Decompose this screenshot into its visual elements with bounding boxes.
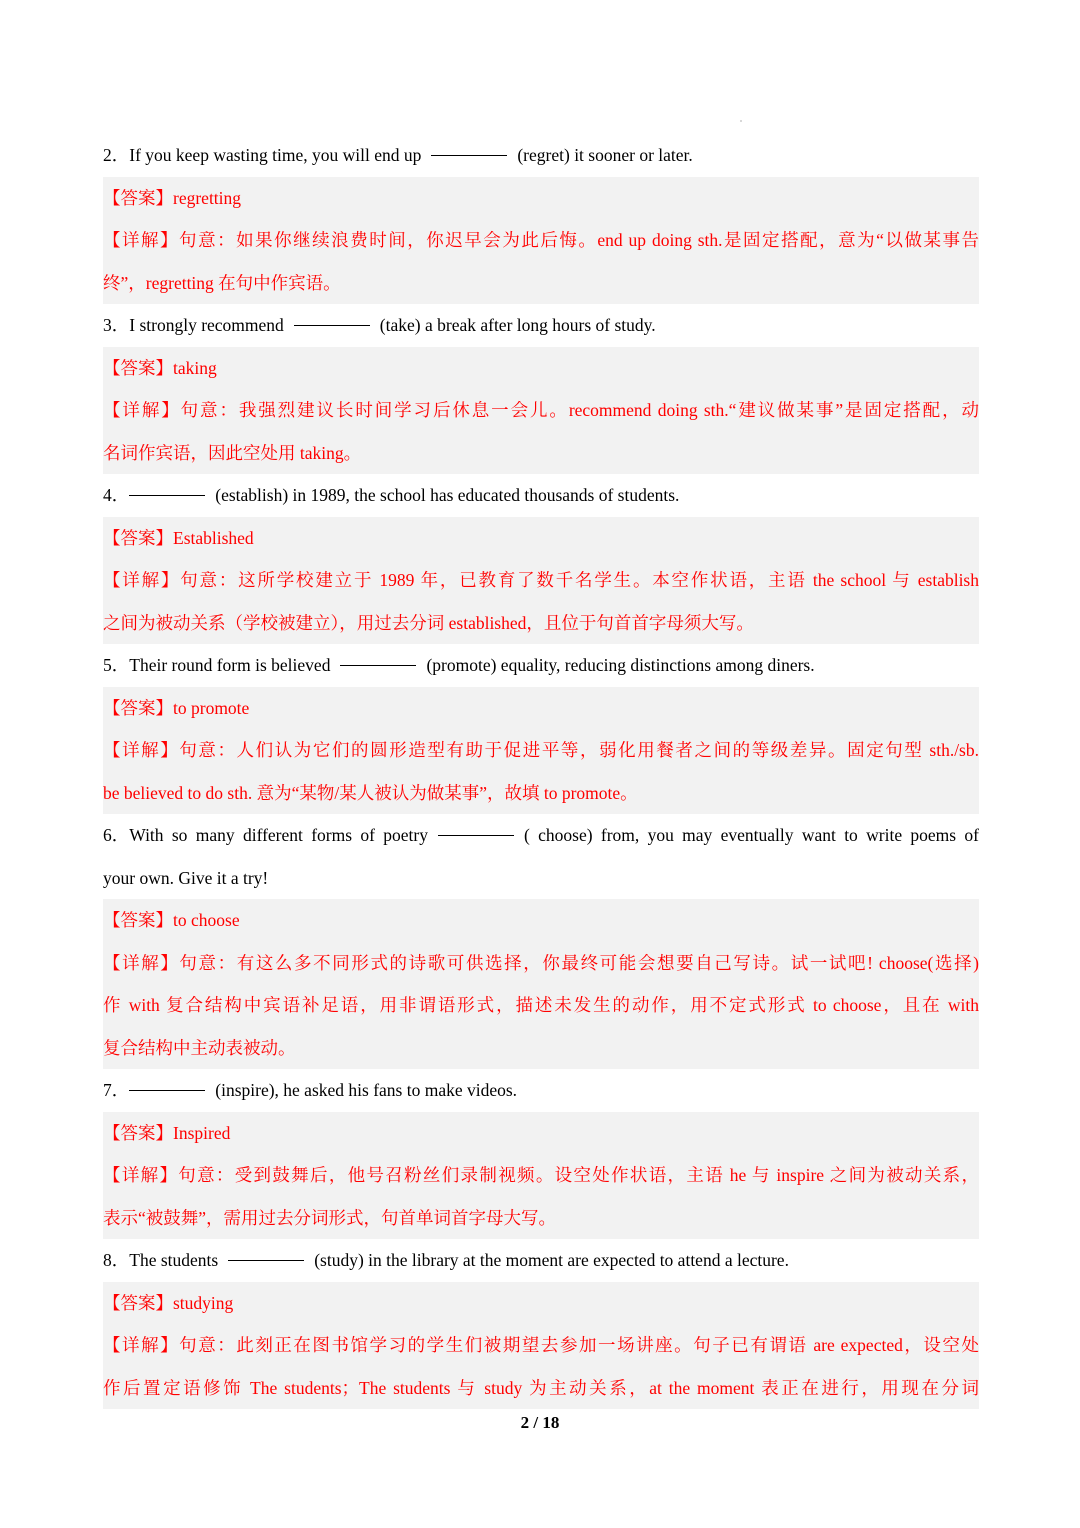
answer-label: 【答案】 bbox=[103, 187, 173, 208]
stem-after: ( choose) from, you may eventually want to write poems of bbox=[523, 825, 979, 845]
answer-blank bbox=[228, 1260, 304, 1261]
answer-block bbox=[103, 899, 979, 1069]
answer-blank bbox=[129, 1090, 205, 1091]
detail-line: 【详解】句意：有这么多不同形式的诗歌可供选择，你最终可能会想要自己写诗。试一试吧! choose(选择) bbox=[103, 952, 979, 973]
question-6 bbox=[103, 814, 979, 1069]
stem-before: Their round form is believed bbox=[129, 655, 331, 675]
answer-text: studying bbox=[173, 1292, 234, 1313]
stem-after: (inspire), he asked his fans to make videos. bbox=[215, 1080, 518, 1100]
answer-blank bbox=[340, 665, 416, 666]
scan-speck bbox=[740, 120, 742, 122]
question-8 bbox=[103, 1239, 979, 1409]
detail-line: 作后置定语修饰 The students；The students 与 study 为主动关系，at the moment 表正在进行，用现在分词 bbox=[103, 1377, 979, 1398]
answer-blank bbox=[294, 325, 370, 326]
detail-line: 【详解】句意：我强烈建议长时间学习后休息一会儿。recommend doing sth.“建议做某事”是固定搭配，动 bbox=[103, 400, 979, 420]
answer-label: 【答案】 bbox=[103, 697, 173, 718]
answer-line bbox=[103, 1282, 979, 1325]
question-number: 2． bbox=[103, 145, 130, 165]
question-5 bbox=[103, 644, 979, 814]
answer-line bbox=[103, 347, 979, 390]
question-stem bbox=[103, 474, 979, 517]
answer-line bbox=[103, 1112, 979, 1155]
answer-block bbox=[103, 177, 979, 305]
detail-line: 复合结构中主动表被动。 bbox=[103, 1037, 296, 1058]
detail-line: be believed to do sth. 意为“某物/某人被认为做某事”，故填 to promote。 bbox=[103, 782, 638, 803]
answer-blank bbox=[431, 155, 507, 156]
question-2 bbox=[103, 134, 979, 304]
question-number: 3． bbox=[103, 315, 130, 335]
stem-after: (study) in the library at the moment are expected to attend a lecture. bbox=[314, 1250, 789, 1270]
answer-line bbox=[103, 517, 979, 560]
stem-before: If you keep wasting time, you will end up bbox=[129, 145, 422, 165]
stem-before: With so many different forms of poetry bbox=[129, 825, 428, 845]
question-number: 5． bbox=[103, 655, 130, 675]
question-number: 4． bbox=[103, 485, 130, 505]
answer-blank bbox=[129, 495, 205, 496]
question-stem bbox=[103, 644, 979, 687]
detail-line: 表示“被鼓舞”，需用过去分词形式，句首单词首字母大写。 bbox=[103, 1207, 557, 1228]
stem-after: (take) a break after long hours of study. bbox=[379, 315, 656, 335]
answer-line bbox=[103, 899, 979, 942]
question-3 bbox=[103, 304, 979, 474]
answer-block bbox=[103, 347, 979, 475]
detail-line: 【详解】句意：如果你继续浪费时间，你迟早会为此后悔。end up doing sth.是固定搭配，意为“以做某事告 bbox=[103, 230, 979, 250]
answer-block bbox=[103, 1282, 979, 1410]
detail-line: 【详解】句意：此刻正在图书馆学习的学生们被期望去参加一场讲座。句子已有谓语 are expected，设空处 bbox=[103, 1335, 979, 1355]
answer-text: taking bbox=[173, 357, 217, 378]
stem-after: (regret) it sooner or later. bbox=[517, 145, 693, 165]
stem-before: I strongly recommend bbox=[129, 315, 284, 335]
answer-line bbox=[103, 177, 979, 220]
answer-label: 【答案】 bbox=[103, 357, 173, 378]
answer-text: Inspired bbox=[173, 1122, 231, 1143]
detail-line: 【详解】句意：人们认为它们的圆形造型有助于促进平等，弱化用餐者之间的等级差异。固定句型 sth./sb. bbox=[103, 740, 979, 760]
detail-line: 作 with 复合结构中宾语补足语，用非谓语形式，描述未发生的动作，用不定式形式 to choose，且在 with bbox=[103, 995, 979, 1015]
answer-block bbox=[103, 1112, 979, 1240]
answer-text: regretting bbox=[173, 187, 242, 208]
answer-blank bbox=[438, 835, 514, 836]
answer-label: 【答案】 bbox=[103, 527, 173, 548]
question-stem bbox=[103, 1069, 979, 1112]
question-7 bbox=[103, 1069, 979, 1239]
question-4 bbox=[103, 474, 979, 644]
answer-block bbox=[103, 517, 979, 645]
answer-label: 【答案】 bbox=[103, 1122, 173, 1143]
page-number: 2 / 18 bbox=[520, 1413, 560, 1432]
stem-before: The students bbox=[129, 1250, 219, 1270]
detail-line: 名词作宾语，因此空处用 taking。 bbox=[103, 442, 362, 463]
answer-text: to choose bbox=[173, 910, 240, 930]
stem-after: (promote) equality, reducing distinctions among diners. bbox=[426, 655, 815, 675]
stem-after: (establish) in 1989, the school has educated thousands of students. bbox=[215, 485, 680, 505]
detail-line: 之间为被动关系（学校被建立），用过去分词 established，且位于句首首字母须大写。 bbox=[103, 612, 754, 633]
question-stem bbox=[103, 1239, 979, 1282]
answer-label: 【答案】 bbox=[103, 1292, 173, 1313]
question-stem bbox=[103, 304, 979, 347]
detail-line: 【详解】句意：这所学校建立于 1989 年，已教育了数千名学生。本空作状语，主语 the school 与 establish bbox=[103, 570, 979, 590]
document-body bbox=[103, 134, 979, 1409]
question-number: 6． bbox=[103, 825, 130, 845]
answer-text: Established bbox=[173, 527, 254, 548]
question-number: 7． bbox=[103, 1080, 130, 1100]
question-stem bbox=[103, 134, 979, 177]
detail-line: 【详解】句意：受到鼓舞后，他号召粉丝们录制视频。设空处作状语，主语 he 与 inspire 之间为被动关系， bbox=[103, 1165, 979, 1185]
detail-line: 终”，regretting 在句中作宾语。 bbox=[103, 272, 341, 293]
question-number: 8． bbox=[103, 1250, 130, 1270]
answer-line bbox=[103, 687, 979, 730]
answer-block bbox=[103, 687, 979, 815]
question-stem-continuation: your own. Give it a try! bbox=[103, 867, 269, 888]
answer-text: to promote bbox=[173, 697, 250, 718]
question-stem bbox=[103, 814, 979, 857]
answer-label: 【答案】 bbox=[103, 910, 173, 930]
